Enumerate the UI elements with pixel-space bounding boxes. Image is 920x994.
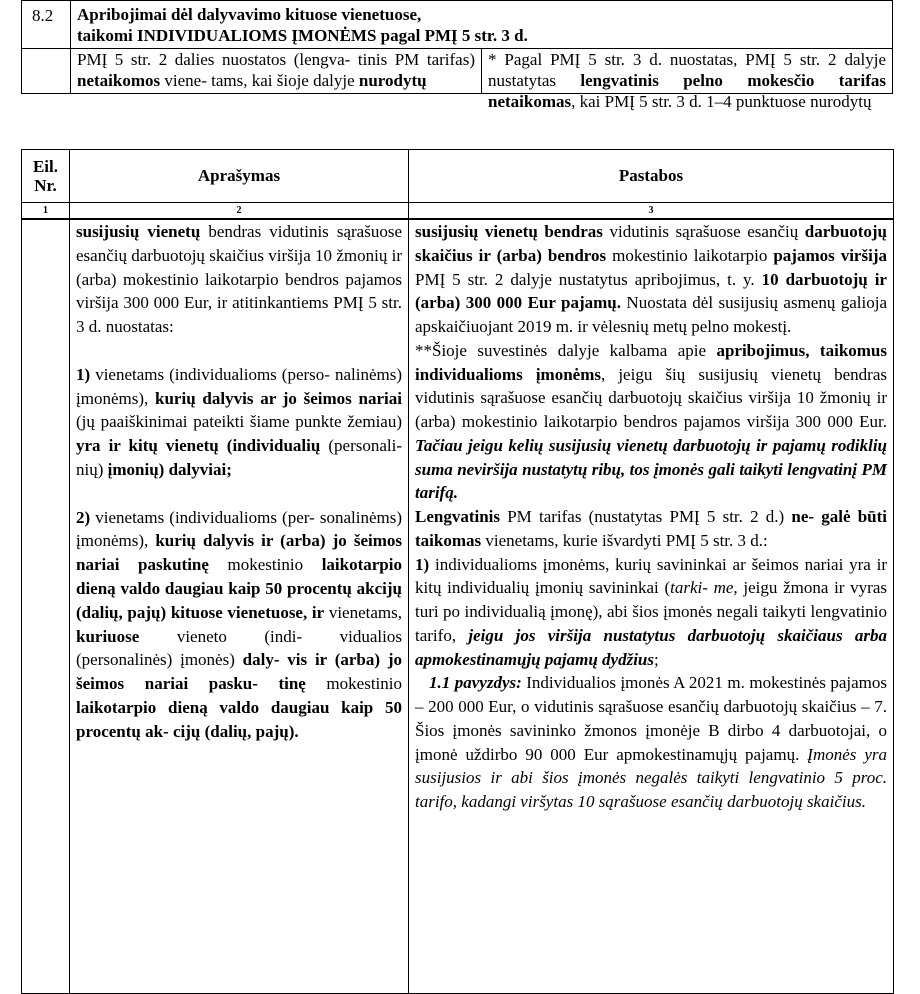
section-title-row [22,1,893,49]
section-title-line1: Apribojimai dėl dalyvavimo kituose vienetuose, [77,5,422,24]
section-title [71,1,893,49]
remarks-paragraph-5: 1.1 pavyzdys: Individualios įmonės A 2021 m. mokestinės pajamos – 200 000 Eur, o vidutinis sąrašuose esančių darbuotojų skaičius – 7. Šios įmonės savininko žmonos įmonėje B dirbo 4 darbuotojai, o įmonė uždirbo 90 000 Eur apmokestinamųjų pajamų. Įmonės yra susijusios ir abi šios įmonės negalės taikyti lengvatinio 5 proc. tarifo, kadangi viršytas 10 sąrašuose esančių darbuotojų skaičius. [415,673,887,811]
section-number: 8.2 [22,1,71,49]
section-title-line2: taikomi INDIVIDUALIOMS ĮMONĖMS pagal PMĮ 5 str. 3 d. [77,26,528,45]
description-paragraph-2: 1) vienetams (individualioms (perso- nalinėms) įmonėms), kurių dalyvis ar jo šeimos nariai (jų paaiškinimai pateikti šiame punkte žemiau) yra ir kitų vienetų (individualių (personali- nių) įmonių) dalyviai; [76,364,403,479]
remarks-cell [409,219,894,994]
column-number-2: 2 [70,203,409,220]
column-number-3: 3 [409,203,894,220]
row-number-cell [22,219,70,994]
section-content-row [22,49,893,94]
column-number-1: 1 [22,203,70,220]
section-header-table [21,0,893,111]
header-row [22,150,894,203]
main-table [21,149,894,994]
remarks-paragraph-3: Lengvatinis PM tarifas (nustatytas PMĮ 5 str. 2 d.) ne- galė būti taikomas vienetams, kurie išvardyti PMĮ 5 str. 3 d.: [415,507,887,550]
empty-cell [22,49,71,94]
header-aprasymas: Aprašymas [70,150,409,203]
section-right-text: * Pagal PMĮ 5 str. 3 d. nuostatas, PMĮ 5 str. 2 dalyje nustatytas lengvatinis pelno mokesčio tarifas netaikomas, kai PMĮ 5 str. 3 d. 1–4 punktuose nurodytų [482,49,893,94]
remarks-paragraph-1: susijusių vienetų bendras vidutinis sąrašuose esančių darbuotojų skaičius ir (arba) bendros mokestinio laikotarpio pajamos viršija PMĮ 5 str. 2 dalyje nustatytus apribojimus, t. y. 10 darbuotojų ir (arba) 300 000 Eur pajamų. Nuostata dėl susijusių asmenų galioja apskaičiuojant 2019 m. ir vėlesnių metų pelno mokestį. [415,222,888,336]
description-cell [70,219,409,994]
description-paragraph-3: 2) vienetams (individualioms (per- sonalinėms) įmonėms), kurių dalyvis ir (arba) jo šeimos nariai paskutinę mokestinio laikotarpio dieną valdo daugiau kaip 50 procentų akcijų (dalių, pajų) kituose vienetuose, ir vienetams, kuriuose vieneto (indi- vidualios (personalinės) įmonės) daly- vis ir (arba) jo šeimos nariai pasku- tinę mokestinio laikotarpio dieną valdo daugiau kaip 50 procentų ak- cijų (dalių, pajų). [76,507,402,741]
remarks-paragraph-4: 1) individualioms įmonėms, kurių savininkai ar šeimos nariai yra ir kitų individualių įmonių savininkai (tarki- me, jeigu žmona ir vyras turi po individualią įmonę), abi šios įmonės negali taikyti lengvatinio tarifo, jeigu jos viršija nustatytus darbuotojų skaičiaus arba apmokestinamųjų pajamų dydžius; [415,554,887,669]
body-row [22,219,894,994]
description-paragraph-1: susijusių vienetų bendras vidutinis sąrašuose esančių darbuotojų skaičius viršija 10 žmonių ir (arba) mokestinio laikotarpio bendros pajamos viršija 300 000 Eur, ir atitinkantiems PMĮ 5 str. 3 d. nuostatas: [76,222,403,337]
remarks-paragraph-2: **Šioje suvestinės dalyje kalbama apie apribojimus, taikomus individualioms įmonėms, jeigu šių susijusių vienetų bendras vidutinis sąrašuose esančių darbuotojų skaičius viršija 10 žmonių ir (arba) mokestinio laikotarpio bendros pajamos viršija 300 000 Eur. Tačiau jeigu kelių susijusių vienetų darbuotojų ir pajamų rodiklių suma neviršija nustatytų ribų, tos įmonės gali taikyti lengvatinį PM tarifą. [415,340,888,503]
column-number-row [22,203,894,220]
header-pastabos: Pastabos [409,150,894,203]
header-eil-nr: Eil. Nr. [22,150,70,203]
section-left-text: PMĮ 5 str. 2 dalies nuostatos (lengva- tinis PM tarifas) netaikomos viene- tams, kai šioje dalyje nurodytų [71,49,482,94]
